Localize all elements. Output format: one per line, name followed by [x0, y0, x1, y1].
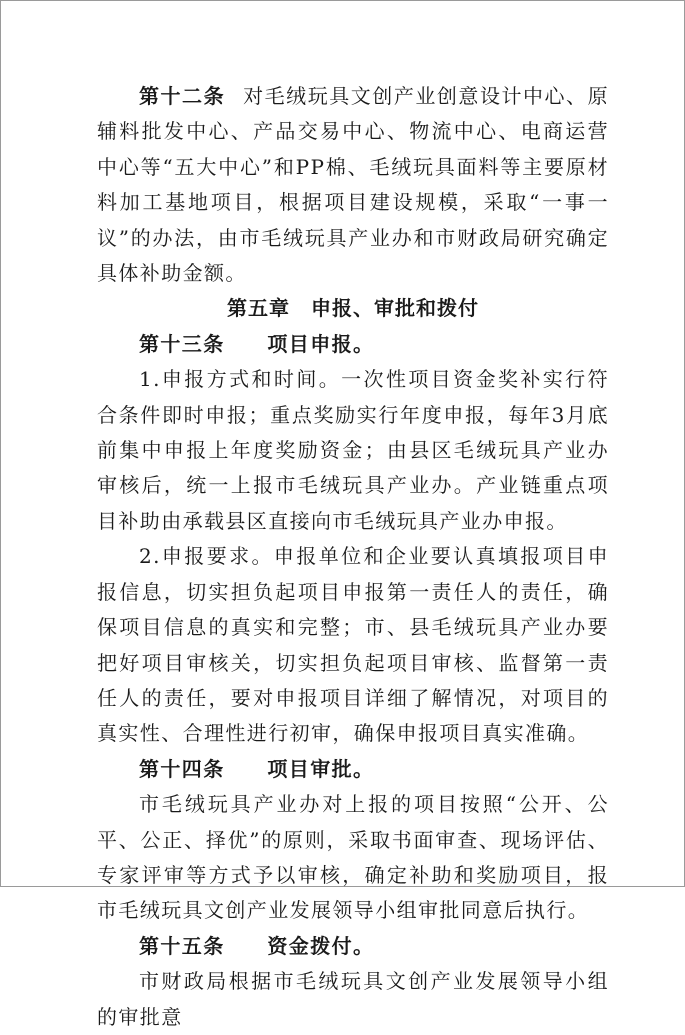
- article-13-item-1: 1.申报方式和时间。一次性项目资金奖补实行符合条件即时申报；重点奖励实行年度申报，每年3月底前集中申报上年度奖励资金；由县区毛绒玩具产业办审核后，统一上报市毛绒玩具产业办。产业链重点项目补助由承载县区直接向市毛绒玩具产业办申报。: [97, 367, 609, 533]
- article-12-text: 对毛绒玩具文创产业创意设计中心、原辅料批发中心、产品交易中心、物流中心、电商运营中心等“五大中心”和PP棉、毛绒玩具面料等主要原材料加工基地项目，根据项目建设规模，采取“一事一议”的办法，由市毛绒玩具产业办和市财政局研究确定具体补助金额。: [97, 84, 609, 286]
- document-body: [97, 79, 609, 1035]
- article-13-item-2: 2.申报要求。申报单位和企业要认真填报项目申报信息，切实担负起项目申报第一责任人的责任，确保项目信息的真实和完整；市、县毛绒玩具产业办要把好项目审核关，切实担负起项目审核、监督第一责任人的责任，要对申报项目详细了解情况，对项目的真实性、合理性进行初审，确保申报项目真实准确。: [97, 544, 609, 746]
- article-14-heading: 第十四条 项目审批。: [139, 756, 375, 781]
- article-13-heading: 第十三条 项目申报。: [139, 331, 375, 356]
- chapter-5-title: 第五章 申报、审批和拨付: [227, 296, 479, 321]
- article-15-text: 市财政局根据市毛绒玩具文创产业发展领导小组的审批意: [97, 969, 609, 1029]
- article-15-heading: 第十五条 资金拨付。: [139, 933, 375, 958]
- article-14-text: 市毛绒玩具产业办对上报的项目按照“公开、公平、公正、择优”的原则，采取书面审查、现场评估、专家评审等方式予以审核，确定补助和奖励项目，报市毛绒玩具文创产业发展领导小组审批同意后执行。: [97, 792, 609, 923]
- article-12-paragraph: [97, 79, 609, 291]
- article-12-heading: 第十二条: [139, 84, 226, 108]
